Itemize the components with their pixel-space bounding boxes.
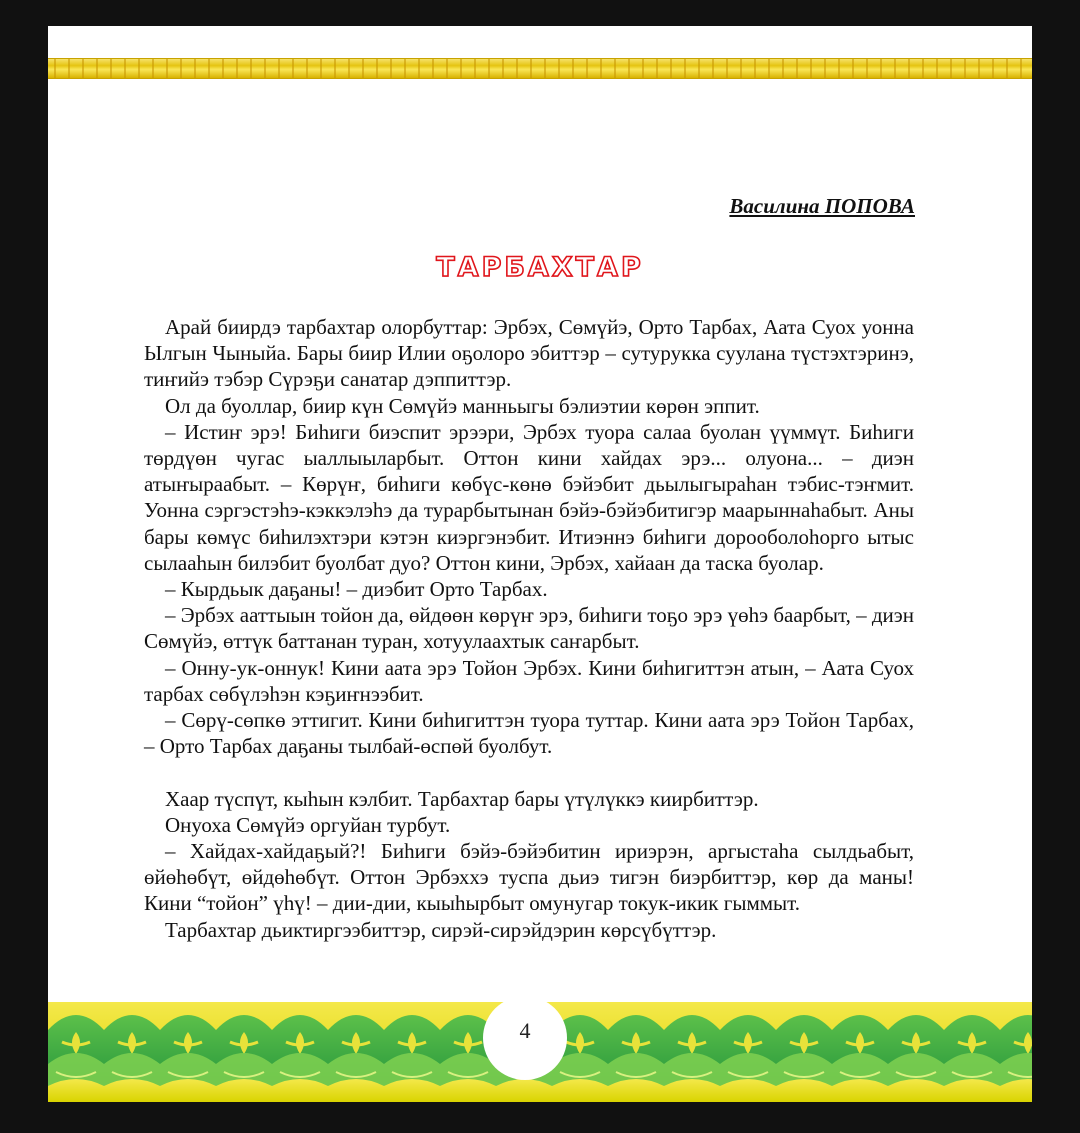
paragraph: – Истиҥ эрэ! Биһиги биэспит эрээри, Эрбэх туора салаа буолан үүммүт. Биһиги төрдүөн чугас ыаллыыларбыт. Оттон кини хайдах эрэ... олуона... – диэн атыҥыраабыт. – Көрүҥ, биһиги көбүс-көнө бэйэбит дьылыгыраһан тэбис-тэҥмит. Уонна сэргэстэһэ-кэккэлэһэ да турарбытынан бэйэ-бэйэбитигэр маарыннаһабыт. Аны бары көмүс биһилэхтэри кэтэн киэргэнэбит. Итиэннэ биһиги дорооболоһорго ытыс сылааһын билэбит буолбат дуо? Оттон кини, Эрбэх, хайаан да таска буолар. [144, 419, 914, 575]
top-ornament-border [48, 58, 1032, 79]
paragraph-gap [144, 759, 914, 785]
paragraph: Арай биирдэ тарбахтар олорбуттар: Эрбэх, Сөмүйэ, Орто Тарбах, Аата Суох уонна Ылгын Чыныйа. Бары биир Илии оҕолоро эбиттэр – сутурукка суулана түстэхтэринэ, тиҥийэ тэбэр Сүрэҕи санатар дэппиттэр. [144, 315, 914, 392]
book-page [48, 26, 1032, 1102]
paragraph: – Онну-ук-оннук! Кини аата эрэ Тойон Эрбэх. Кини биһигиттэн атын, – Аата Суох тарбах сөбүлэһэн кэҕиҥнээбит. [144, 655, 914, 706]
paragraph: Хаар түспүт, кыһын кэлбит. Тарбахтар бары үтүлүккэ киирбиттэр. [165, 786, 759, 811]
paragraph: Тарбахтар дьиктиргээбиттэр, сирэй-сирэйдэрин көрсүбүттэр. [165, 917, 717, 942]
paragraph: Ол да буоллар, биир күн Сөмүйэ манньыгы бэлиэтии көрөн эппит. [165, 393, 760, 418]
paragraph: – Эрбэх ааттыын тойон да, өйдөөн көрүҥ эрэ, биһиги тоҕо эрэ үөһэ баарбыт, – диэн Сөмүйэ, өттүк баттанан туран, хотуулаахтык саҥарбыт. [144, 603, 914, 654]
paragraph: – Сөрү-сөпкө эттигит. Кини биһигиттэн туора туттар. Кини аата эрэ Тойон Тарбах, – Орто Тарбах даҕаны тылбай-өспөй буолбут. [144, 708, 914, 759]
page-number-badge [483, 996, 567, 1080]
paragraph: Онуоха Сөмүйэ оргуйан турбут. [165, 812, 451, 837]
story-title-wrap [48, 252, 1032, 283]
author-name: Василина ПОПОВА [729, 194, 915, 218]
story-title: ТАРБАХТАР [436, 252, 644, 283]
story-text [144, 314, 914, 943]
page-number: 4 [519, 1018, 531, 1043]
paragraph: – Хайдах-хайдаҕый?! Биһиги бэйэ-бэйэбитин ириэрэн, аргыстаһа сылдьабыт, өйөһөбүт, өйдөһөбүт. Оттон Эрбэххэ туспа дьиэ тигэн биэрбиттэр, көр да маны! Кини “тойон” үһү! – дии-дии, кыыһырбыт омунугар токук-икик гыммыт. [144, 839, 914, 916]
paragraph: – Кырдьык даҕаны! – диэбит Орто Тарбах. [165, 577, 548, 602]
